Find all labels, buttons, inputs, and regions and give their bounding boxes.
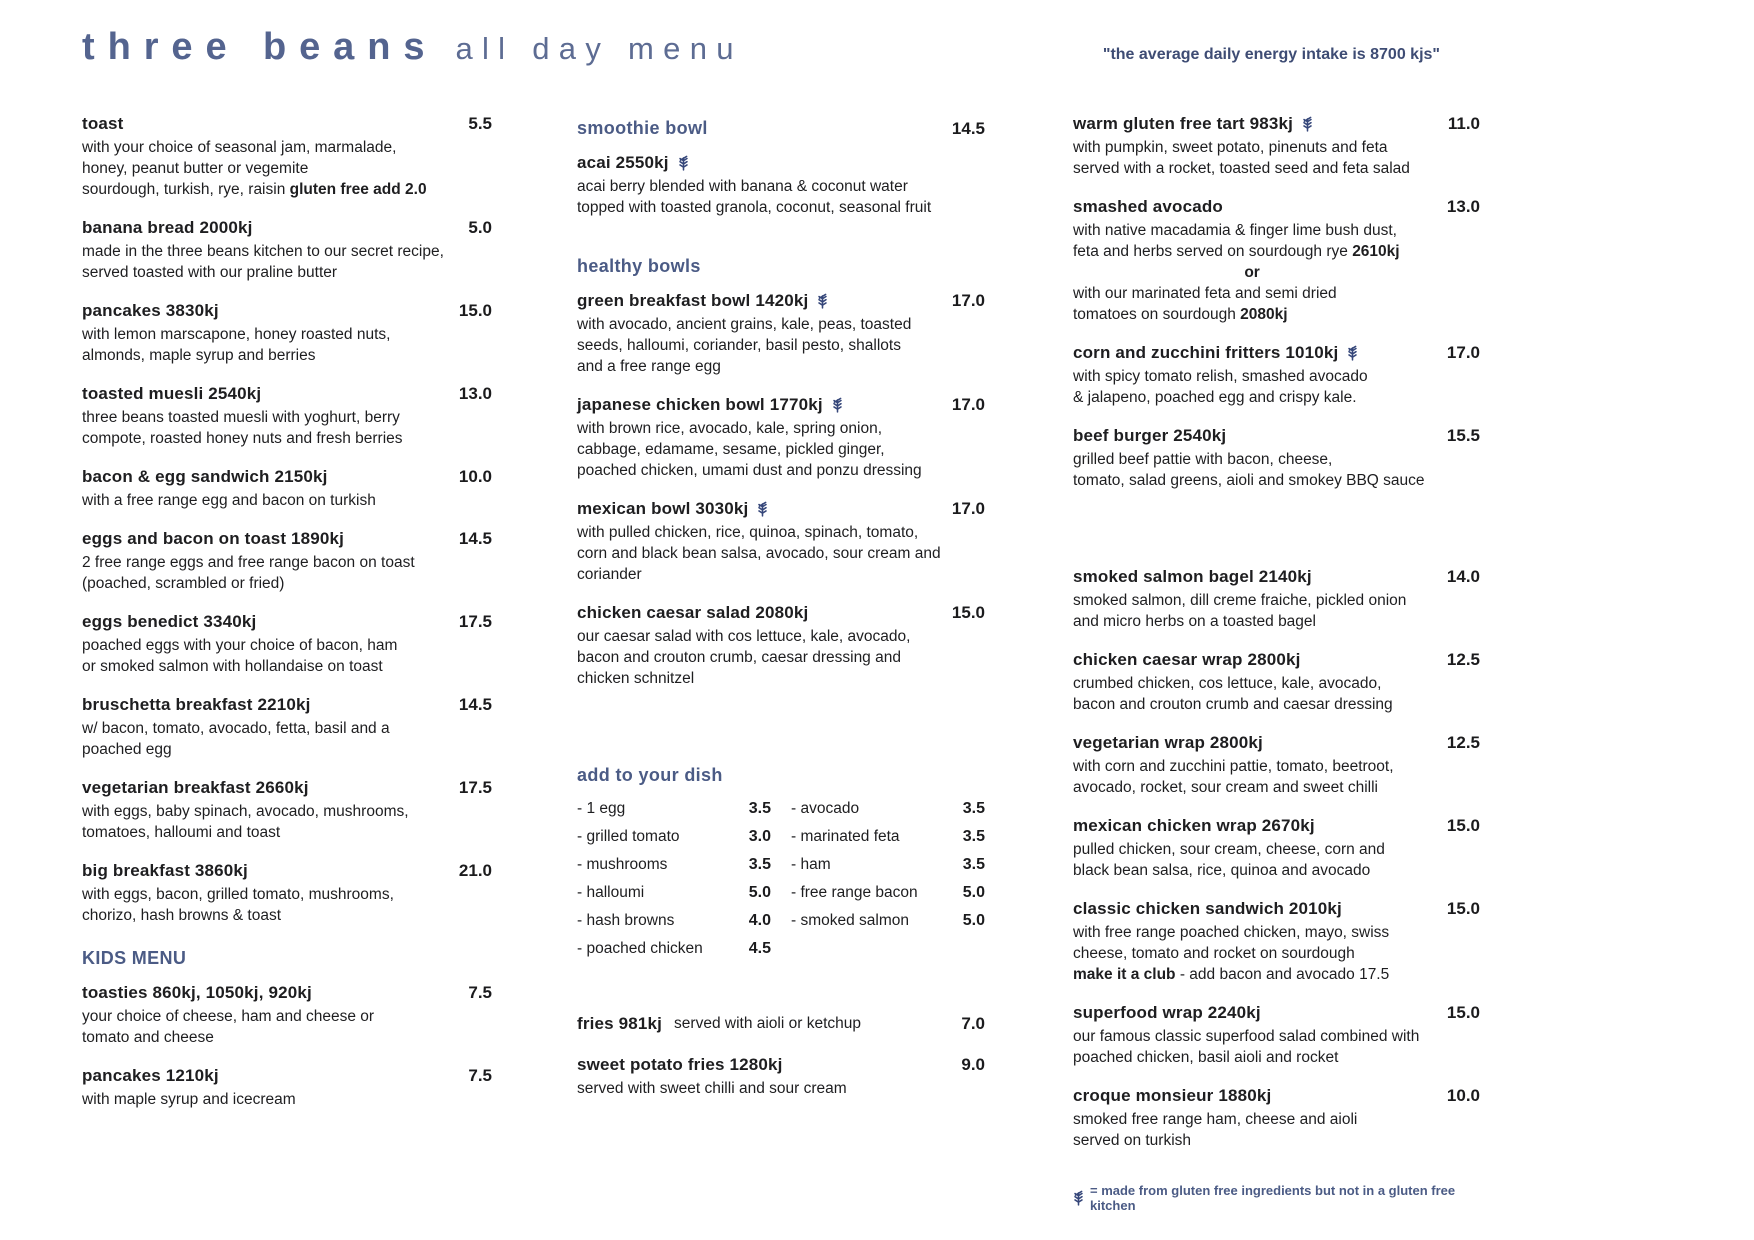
item-desc-line: poached chicken, umami dust and ponzu dressing	[577, 462, 922, 479]
addon-item	[577, 828, 771, 846]
menu-item	[82, 529, 492, 594]
item-price: 13.0	[1446, 197, 1480, 216]
section-heading-row	[577, 765, 985, 786]
menu-item	[1073, 114, 1480, 179]
menu-item	[1073, 426, 1480, 491]
item-desc-line: poached chicken, basil aioli and rocket	[1073, 1049, 1339, 1066]
addon-item	[577, 800, 771, 818]
desc-text: feta and herbs served on sourdough rye	[1073, 243, 1353, 260]
item-desc-line: served with sweet chilli and sour cream	[577, 1080, 847, 1097]
item-desc-line: bacon and crouton crumb, caesar dressing and	[577, 649, 901, 666]
item-desc-line: pulled chicken, sour cream, cheese, corn and	[1073, 841, 1385, 858]
item-desc-line: with native macadamia & finger lime bush dust,	[1073, 222, 1397, 239]
gluten-free-icon	[1073, 1190, 1084, 1206]
gluten-free-icon	[1347, 345, 1358, 361]
item-desc-line: served toasted with our praline butter	[82, 264, 338, 281]
item-name: sweet potato fries 1280kj	[577, 1055, 783, 1074]
menu-item-row	[577, 603, 985, 623]
addon-item	[577, 940, 771, 958]
item-desc-line: with pumpkin, sweet potato, pinenuts and feta	[1073, 139, 1388, 156]
item-desc-line: poached egg	[82, 741, 172, 758]
menu-item	[1073, 1086, 1480, 1151]
menu-item	[82, 983, 492, 1048]
menu-item	[1073, 650, 1480, 715]
addon-price: 3.5	[962, 856, 985, 873]
item-name: toasted muesli 2540kj	[82, 384, 262, 403]
item-price: 10.0	[1446, 1086, 1480, 1105]
menu-item-row	[82, 778, 492, 798]
addon-item	[791, 884, 985, 902]
item-name: chicken caesar salad 2080kj	[577, 603, 809, 622]
item-desc-line: seeds, halloumi, coriander, basil pesto, shallots	[577, 337, 901, 354]
menu-item-row	[82, 467, 492, 487]
menu-item-row	[82, 861, 492, 881]
item-name: corn and zucchini fritters 1010kj	[1073, 343, 1339, 362]
gluten-free-icon	[678, 155, 689, 171]
item-name: pancakes 3830kj	[82, 301, 219, 320]
section-heading-row	[82, 948, 492, 969]
addon-item	[791, 856, 985, 874]
item-price: 17.5	[458, 612, 492, 631]
menu-item	[1073, 899, 1480, 985]
item-name: smoked salmon bagel 2140kj	[1073, 567, 1312, 586]
item-desc-line	[82, 179, 492, 200]
addon-label: - hash browns	[577, 912, 675, 929]
menu-item	[1073, 567, 1480, 632]
item-price: 14.5	[458, 695, 492, 714]
addon-item	[791, 800, 985, 818]
gluten-free-icon	[757, 501, 768, 517]
gluten-free-legend-text: = made from gluten free ingredients but not in a gluten free kitchen	[1090, 1183, 1456, 1213]
section-heading: add to your dish	[577, 765, 723, 785]
item-name: beef burger 2540kj	[1073, 426, 1227, 445]
gluten-free-icon	[817, 293, 828, 309]
item-desc-line: cheese, tomato and rocket on sourdough	[1073, 945, 1355, 962]
item-name: banana bread 2000kj	[82, 218, 253, 237]
item-desc-line: tomato, salad greens, aioli and smokey BBQ sauce	[1073, 472, 1425, 489]
item-desc-line: with lemon marscapone, honey roasted nuts,	[82, 326, 391, 343]
menu-item-row	[577, 395, 985, 415]
item-price: 14.5	[458, 529, 492, 548]
item-desc-line: made in the three beans kitchen to our secret recipe,	[82, 243, 444, 260]
item-name: vegetarian breakfast 2660kj	[82, 778, 309, 797]
item-price: 15.0	[1446, 816, 1480, 835]
item-desc-line: poached eggs with your choice of bacon, ham	[82, 637, 398, 654]
addons-column	[791, 800, 985, 968]
item-desc-line: with avocado, ancient grains, kale, peas, toasted	[577, 316, 912, 333]
item-price: 15.0	[458, 301, 492, 320]
menu-item-row	[1073, 567, 1480, 587]
item-name: japanese chicken bowl 1770kj	[577, 395, 823, 414]
menu-item-row	[1073, 650, 1480, 670]
item-price: 15.5	[1446, 426, 1480, 445]
item-desc-line: with a free range egg and bacon on turkish	[82, 492, 376, 509]
item-name: warm gluten free tart 983kj	[1073, 114, 1294, 133]
menu-item	[577, 603, 985, 689]
menu-item	[577, 395, 985, 481]
addon-item	[577, 912, 771, 930]
item-price: 12.5	[1446, 733, 1480, 752]
desc-bold-text: make it a club	[1073, 966, 1176, 983]
desc-bold-text: gluten free add 2.0	[289, 181, 427, 198]
menu-item-row	[1073, 816, 1480, 836]
menu-item	[82, 778, 492, 843]
addon-price: 3.5	[962, 828, 985, 845]
item-price: 9.0	[961, 1055, 985, 1074]
item-desc-line: or smoked salmon with hollandaise on toast	[82, 658, 383, 675]
item-desc-line: chicken schnitzel	[577, 670, 695, 687]
menu-item	[1073, 197, 1480, 325]
addon-label: - halloumi	[577, 884, 645, 901]
menu-item	[577, 499, 985, 585]
item-name: big breakfast 3860kj	[82, 861, 248, 880]
item-desc-line: served on turkish	[1073, 1132, 1192, 1149]
item-price: 15.0	[951, 603, 985, 622]
addon-price: 3.5	[748, 800, 771, 817]
section-heading-row	[577, 118, 985, 139]
menu-columns	[0, 106, 1754, 1213]
menu-item-row	[1073, 114, 1480, 134]
menu-item-row	[1073, 343, 1480, 363]
item-price: 14.0	[1446, 567, 1480, 586]
item-desc-line: with brown rice, avocado, kale, spring onion,	[577, 420, 882, 437]
menu-header	[0, 0, 1754, 106]
item-price: 11.0	[1447, 114, 1480, 133]
item-desc-line: smoked free range ham, cheese and aioli	[1073, 1111, 1358, 1128]
item-desc-line: & jalapeno, poached egg and crispy kale.	[1073, 389, 1357, 406]
item-desc-line: compote, roasted honey nuts and fresh berries	[82, 430, 403, 447]
item-name: chicken caesar wrap 2800kj	[1073, 650, 1301, 669]
item-name: pancakes 1210kj	[82, 1066, 219, 1085]
menu-item-row	[577, 1014, 985, 1034]
addon-price: 3.5	[748, 856, 771, 873]
item-price: 21.0	[458, 861, 492, 880]
desc-bold-text: 2080kj	[1240, 306, 1288, 323]
item-price: 17.0	[951, 499, 985, 518]
addon-label: - mushrooms	[577, 856, 668, 873]
item-name: superfood wrap 2240kj	[1073, 1003, 1261, 1022]
item-price: 17.5	[458, 778, 492, 797]
item-desc-line: corn and black bean salsa, avocado, sour cream and	[577, 545, 941, 562]
item-desc-line: with maple syrup and icecream	[82, 1091, 296, 1108]
menu-item-row	[82, 529, 492, 549]
item-desc-line: coriander	[577, 566, 642, 583]
item-desc-line: topped with toasted granola, coconut, seasonal fruit	[577, 199, 932, 216]
menu-item-row	[1073, 426, 1480, 446]
item-price: 17.0	[951, 291, 985, 310]
item-price: 17.0	[1446, 343, 1480, 362]
item-desc-line: with free range poached chicken, mayo, swiss	[1073, 924, 1390, 941]
menu-item	[1073, 1003, 1480, 1068]
addon-item	[577, 856, 771, 874]
item-name: vegetarian wrap 2800kj	[1073, 733, 1263, 752]
item-name: mexican chicken wrap 2670kj	[1073, 816, 1315, 835]
energy-intake-quote: "the average daily energy intake is 8700 kjs"	[1102, 46, 1440, 63]
item-name: eggs and bacon on toast 1890kj	[82, 529, 345, 548]
item-price: 7.0	[961, 1014, 985, 1033]
item-desc-line: crumbed chicken, cos lettuce, kale, avocado,	[1073, 675, 1382, 692]
column-middle	[577, 114, 985, 1117]
item-desc-line: your choice of cheese, ham and cheese or	[82, 1008, 375, 1025]
addon-label: - marinated feta	[791, 828, 900, 845]
item-desc-line: 2 free range eggs and free range bacon on toast	[82, 554, 415, 571]
item-desc-line: cabbage, edamame, sesame, pickled ginger,	[577, 441, 885, 458]
item-desc-line: with spicy tomato relish, smashed avocado	[1073, 368, 1368, 385]
item-price: 17.0	[951, 395, 985, 414]
item-desc-line: three beans toasted muesli with yoghurt, berry	[82, 409, 400, 426]
menu-item-row	[82, 301, 492, 321]
menu-item	[82, 612, 492, 677]
item-desc-line: almonds, maple syrup and berries	[82, 347, 316, 364]
item-name: croque monsieur 1880kj	[1073, 1086, 1272, 1105]
item-desc-line: with corn and zucchini pattie, tomato, beetroot,	[1073, 758, 1394, 775]
addon-label: - poached chicken	[577, 940, 703, 957]
addon-label: - smoked salmon	[791, 912, 910, 929]
desc-bold-text: or	[1244, 264, 1260, 281]
menu-item	[577, 1014, 985, 1037]
menu-item	[1073, 816, 1480, 881]
menu-item-row	[1073, 1086, 1480, 1106]
item-desc-line: served with a rocket, toasted seed and feta salad	[1073, 160, 1410, 177]
item-desc-line: and a free range egg	[577, 358, 721, 375]
item-name: toasties 860kj, 1050kj, 920kj	[82, 983, 312, 1002]
addon-label: - grilled tomato	[577, 828, 680, 845]
item-price: 10.0	[458, 467, 492, 486]
menu-item-row	[82, 114, 492, 134]
item-name: green breakfast bowl 1420kj	[577, 291, 809, 310]
menu-item-row	[1073, 197, 1480, 217]
item-desc-line: tomato and cheese	[82, 1029, 214, 1046]
item-desc-line: and micro herbs on a toasted bagel	[1073, 613, 1316, 630]
menu-item	[82, 467, 492, 511]
addon-price: 3.5	[962, 800, 985, 817]
section-heading-row	[577, 256, 985, 277]
item-desc-line: chorizo, hash browns & toast	[82, 907, 282, 924]
item-inline-desc: served with aioli or ketchup	[674, 1015, 862, 1032]
section-heading: healthy bowls	[577, 256, 701, 276]
item-name: fries 981kj	[577, 1014, 663, 1033]
desc-bold-text: 2610kj	[1352, 243, 1400, 260]
menu-item	[82, 114, 492, 200]
addon-price: 4.5	[748, 940, 771, 957]
item-desc-line: honey, peanut butter or vegemite	[82, 160, 309, 177]
item-name: smashed avocado	[1073, 197, 1223, 216]
item-desc-line: avocado, rocket, sour cream and sweet chilli	[1073, 779, 1378, 796]
addon-item	[791, 912, 985, 930]
menu-item	[82, 861, 492, 926]
brand-title: three beans	[82, 26, 438, 68]
menu-item	[577, 153, 985, 218]
menu-item-row	[577, 1055, 985, 1075]
menu-item-row	[82, 384, 492, 404]
addon-price: 5.0	[748, 884, 771, 901]
menu-item	[1073, 733, 1480, 798]
addons-column	[577, 800, 771, 968]
item-desc-line	[1073, 304, 1480, 325]
item-price: 5.5	[468, 114, 492, 133]
menu-item	[82, 301, 492, 366]
item-desc-line	[1073, 262, 1431, 283]
item-desc-line: with pulled chicken, rice, quinoa, spinach, tomato,	[577, 524, 919, 541]
item-desc-line: bacon and crouton crumb and caesar dressing	[1073, 696, 1393, 713]
item-name: acai 2550kj	[577, 153, 669, 172]
menu-item-row	[82, 983, 492, 1003]
desc-text: tomatoes on sourdough	[1073, 306, 1241, 323]
item-price: 13.0	[458, 384, 492, 403]
item-desc-line: black bean salsa, rice, quinoa and avocado	[1073, 862, 1371, 879]
item-desc-line: tomatoes, halloumi and toast	[82, 824, 281, 841]
item-price: 7.5	[468, 983, 492, 1002]
addon-item	[791, 828, 985, 846]
item-name: bruschetta breakfast 2210kj	[82, 695, 311, 714]
menu-item-row	[1073, 733, 1480, 753]
item-name: classic chicken sandwich 2010kj	[1073, 899, 1342, 918]
item-desc-line: smoked salmon, dill creme fraiche, pickled onion	[1073, 592, 1407, 609]
menu-item	[1073, 343, 1480, 408]
item-name: eggs benedict 3340kj	[82, 612, 257, 631]
item-desc-line	[1073, 241, 1480, 262]
item-desc-line: with eggs, bacon, grilled tomato, mushrooms,	[82, 886, 394, 903]
item-price: 15.0	[1446, 899, 1480, 918]
menu-item-row	[577, 499, 985, 519]
desc-text: sourdough, turkish, rye, raisin	[82, 181, 290, 198]
gluten-free-icon	[1302, 116, 1313, 132]
item-desc-line: our famous classic superfood salad combined with	[1073, 1028, 1420, 1045]
menu-item-row	[82, 1066, 492, 1086]
desc-text: - add bacon and avocado 17.5	[1175, 966, 1390, 983]
item-desc-line: our caesar salad with cos lettuce, kale, avocado,	[577, 628, 911, 645]
addons-list	[577, 800, 985, 968]
menu-item-row	[82, 218, 492, 238]
gluten-free-icon	[832, 397, 843, 413]
item-desc-line: with our marinated feta and semi dried	[1073, 285, 1337, 302]
addon-label: - free range bacon	[791, 884, 918, 901]
item-desc-line: (poached, scrambled or fried)	[82, 575, 285, 592]
addon-price: 3.0	[748, 828, 771, 845]
section-heading: KIDS MENU	[82, 948, 187, 968]
item-desc-line: with your choice of seasonal jam, marmalade,	[82, 139, 397, 156]
menu-item	[577, 1055, 985, 1099]
addon-price: 5.0	[962, 912, 985, 929]
menu-item-row	[577, 153, 985, 173]
column-left	[82, 114, 492, 1128]
menu-item-row	[1073, 899, 1480, 919]
section-heading: smoothie bowl	[577, 118, 708, 138]
item-desc-line: grilled beef pattie with bacon, cheese,	[1073, 451, 1333, 468]
column-right	[1073, 114, 1480, 1213]
item-name: mexican bowl 3030kj	[577, 499, 749, 518]
addon-label: - 1 egg	[577, 800, 626, 817]
addon-price: 5.0	[962, 884, 985, 901]
item-desc-line: acai berry blended with banana & coconut water	[577, 178, 908, 195]
item-price: 5.0	[468, 218, 492, 237]
addon-label: - avocado	[791, 800, 860, 817]
item-price: 12.5	[1446, 650, 1480, 669]
item-name: toast	[82, 114, 124, 133]
section-price: 14.5	[951, 119, 985, 138]
item-price: 15.0	[1446, 1003, 1480, 1022]
item-desc-line	[1073, 964, 1480, 985]
menu-item-row	[82, 612, 492, 632]
menu-item-row	[577, 291, 985, 311]
menu-item	[82, 695, 492, 760]
menu-subtitle: all day menu	[455, 31, 743, 66]
menu-item-row	[1073, 1003, 1480, 1023]
addon-item	[577, 884, 771, 902]
menu-item	[82, 218, 492, 283]
item-price: 7.5	[468, 1066, 492, 1085]
menu-item	[82, 1066, 492, 1110]
item-desc-line: w/ bacon, tomato, avocado, fetta, basil and a	[82, 720, 390, 737]
menu-item	[82, 384, 492, 449]
item-desc-line: with eggs, baby spinach, avocado, mushrooms,	[82, 803, 409, 820]
addon-label: - ham	[791, 856, 831, 873]
addon-price: 4.0	[748, 912, 771, 929]
gluten-free-legend	[1073, 1183, 1480, 1213]
menu-item-row	[82, 695, 492, 715]
item-name: bacon & egg sandwich 2150kj	[82, 467, 328, 486]
menu-item	[577, 291, 985, 377]
